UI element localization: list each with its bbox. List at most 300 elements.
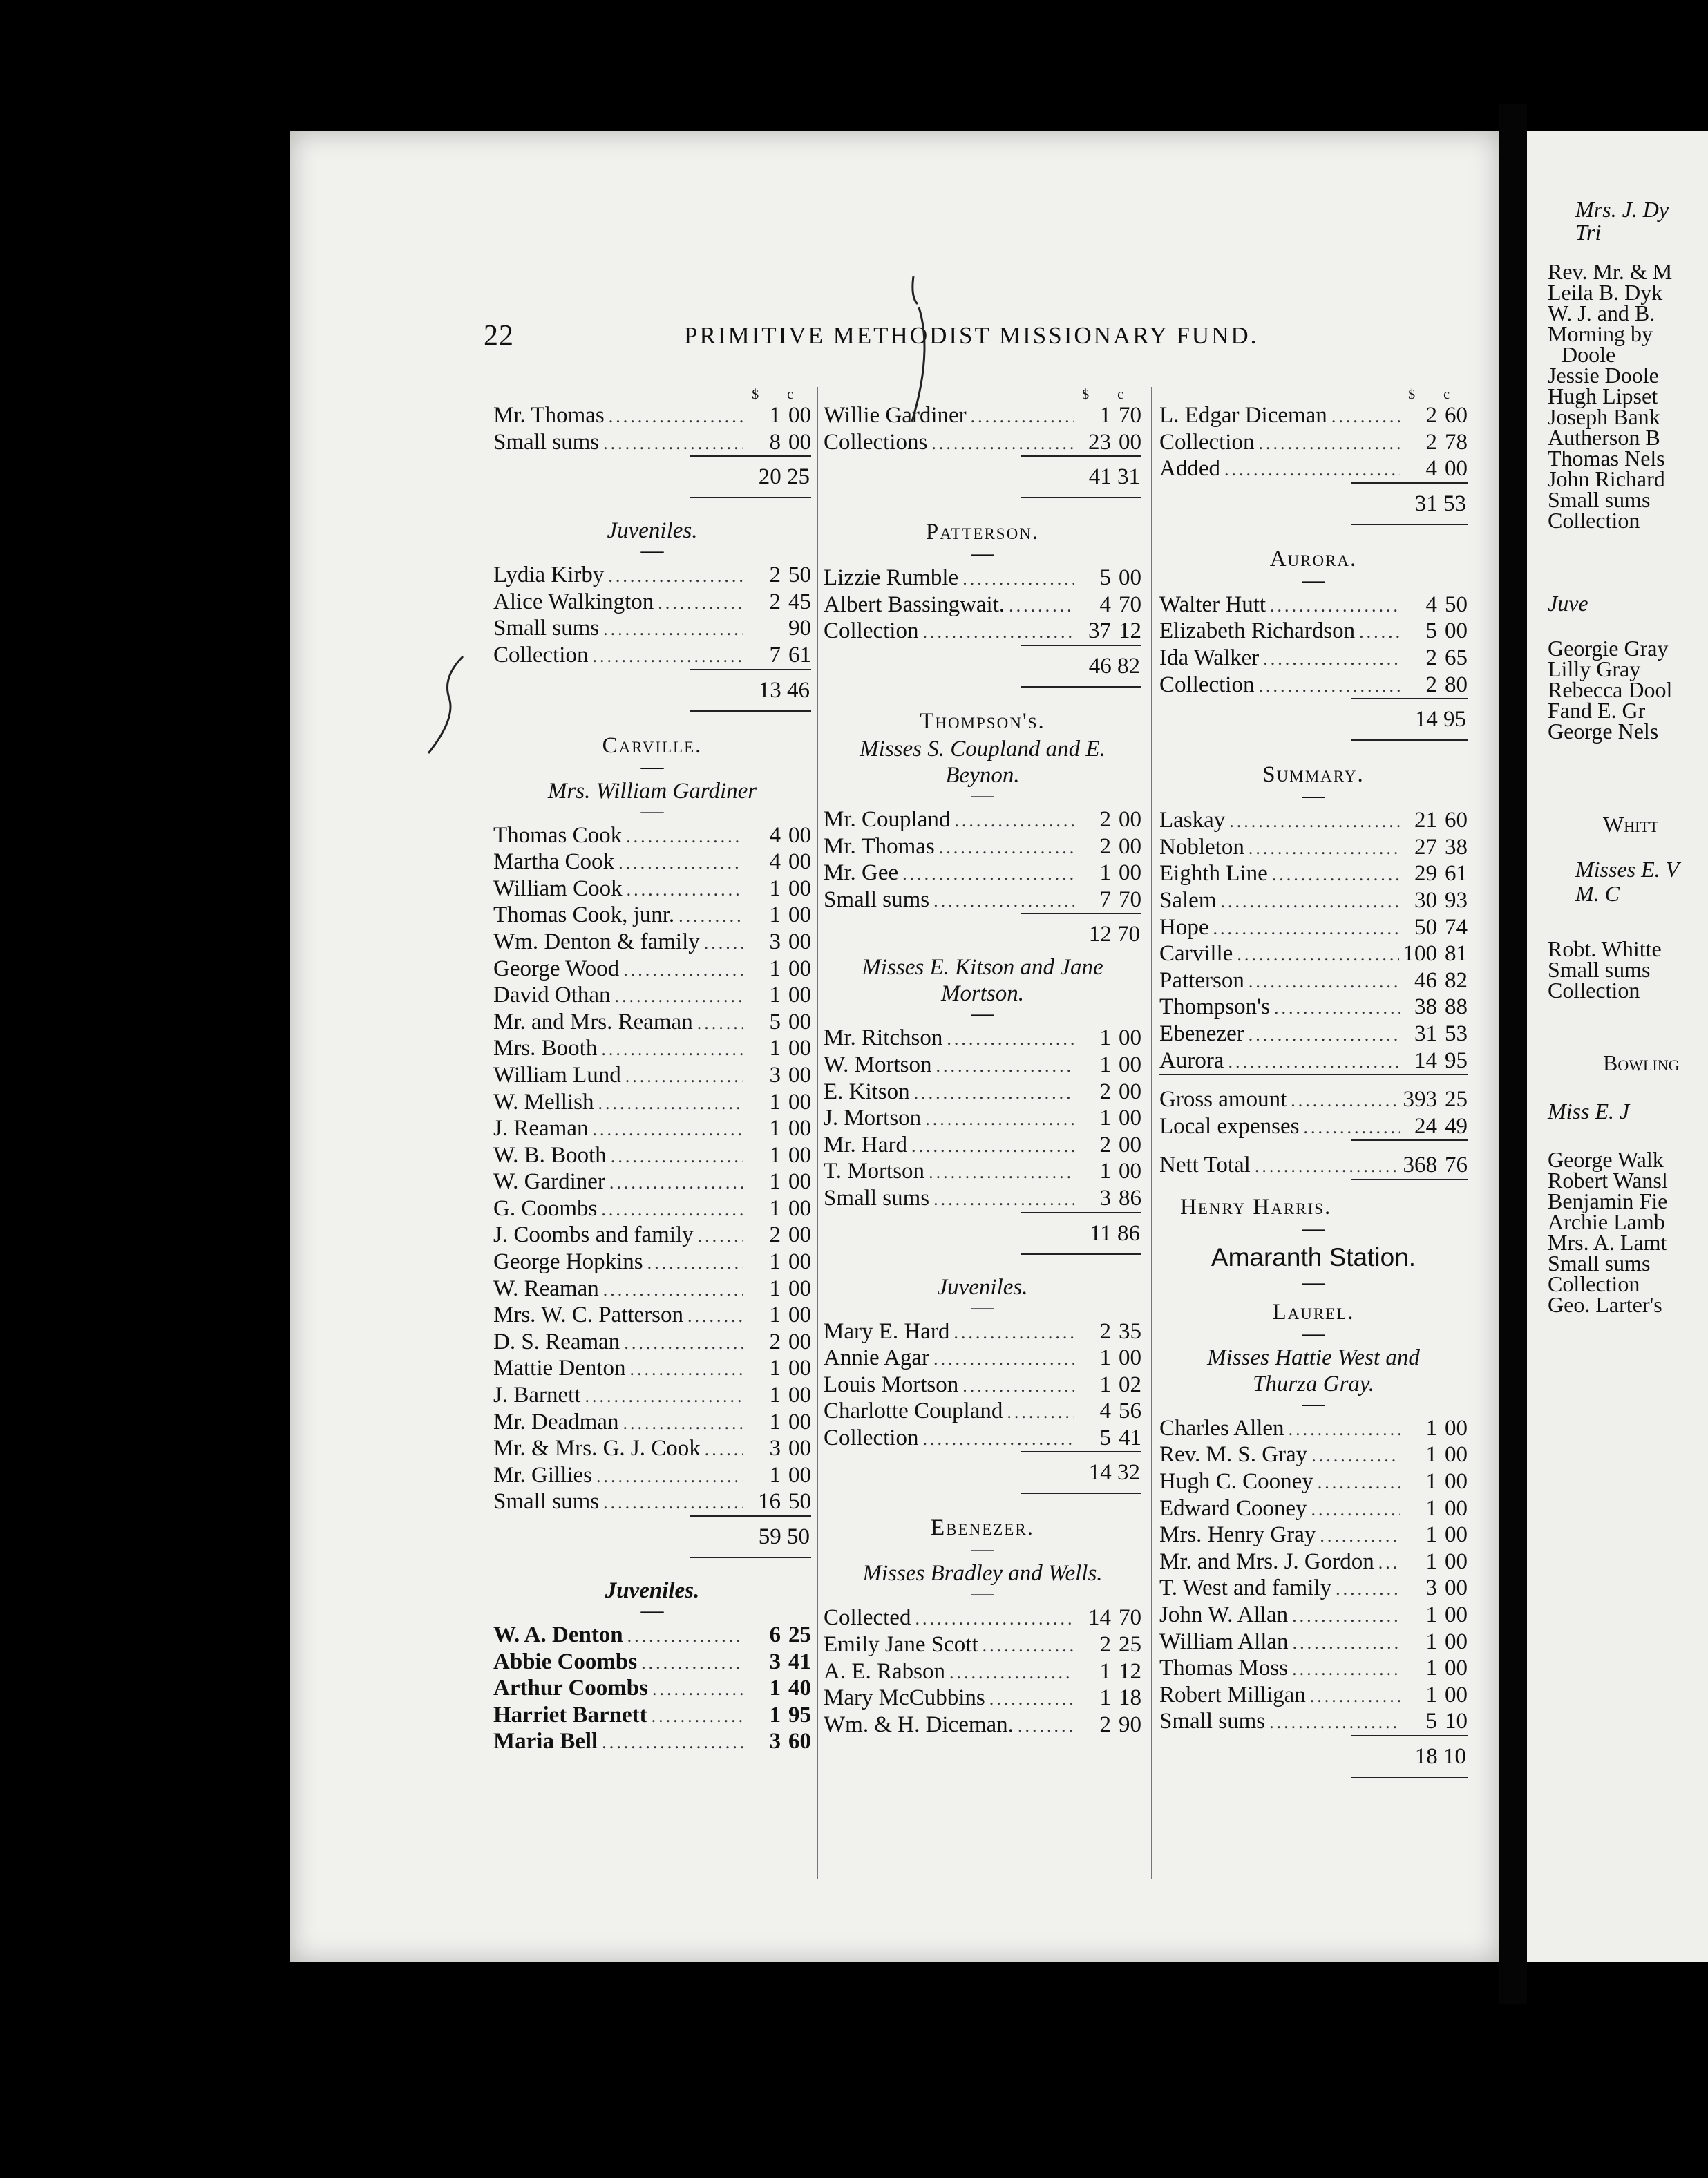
amount-cents: 61 — [1445, 861, 1468, 887]
amount-dollars: 1 — [769, 875, 781, 901]
contributor-name: J. Coombs and family — [493, 1222, 694, 1248]
ledger-row — [1159, 1415, 1468, 1442]
currency-header: $ c — [1082, 387, 1136, 402]
ledger-row — [1159, 1048, 1468, 1074]
amount — [1404, 429, 1468, 456]
amount-dollars: 1 — [1425, 1602, 1437, 1628]
contributor-name: George Hopkins — [493, 1249, 643, 1275]
amount-cents: 00 — [1445, 1549, 1468, 1574]
dash-divider: — — [971, 1537, 994, 1562]
contributor-name: Small sums — [824, 1185, 930, 1211]
contributor-name: Albert Bassingwait. — [824, 591, 1005, 617]
amount-cents: 90 — [1119, 1712, 1141, 1737]
ledger-row — [824, 1604, 1141, 1631]
amount-dollars: 37 — [1088, 618, 1111, 644]
amount — [1404, 807, 1468, 834]
amount-dollars: 24 — [1414, 1113, 1437, 1139]
dot-leader — [983, 1633, 1074, 1660]
dot-leader — [592, 643, 743, 670]
amount-dollars: 2 — [1099, 1318, 1111, 1344]
dot-leader — [922, 1426, 1074, 1453]
currency-header: $ c — [1408, 387, 1462, 402]
amount-cents: 00 — [1119, 1159, 1141, 1184]
contributor-name: L. Edgar Diceman — [1159, 403, 1327, 428]
collector-name: Misses S. Coupland and E. — [860, 736, 1106, 761]
ledger-row — [493, 1382, 811, 1409]
ledger-row — [824, 1158, 1141, 1185]
amount — [748, 1115, 811, 1142]
dash-divider: — — [1302, 1215, 1325, 1241]
ledger-row — [1159, 1682, 1468, 1709]
amount — [1078, 1025, 1141, 1052]
dot-leader — [1249, 1022, 1400, 1049]
amount — [1404, 887, 1468, 914]
ledger-row — [493, 1488, 811, 1515]
ledger-row — [824, 1185, 1141, 1212]
dot-leader — [603, 1277, 743, 1304]
contributor-name: Nobleton — [1159, 834, 1244, 860]
dot-leader — [1310, 1683, 1400, 1710]
amount-dollars: 1 — [1425, 1549, 1437, 1574]
dot-leader — [915, 1606, 1074, 1633]
right-page-line: Hugh Lipset — [1548, 383, 1658, 408]
amount-dollars: 8 — [769, 429, 781, 455]
column-rule — [817, 387, 818, 1879]
dot-leader — [1258, 673, 1400, 700]
amount — [1404, 455, 1468, 482]
amount-dollars: 2 — [1099, 1712, 1111, 1737]
contributor-name: Collected — [824, 1605, 911, 1631]
total-rule — [1351, 524, 1468, 531]
amount-dollars: 4 — [1099, 1399, 1111, 1424]
ledger-row — [1159, 860, 1468, 887]
dash-divider: — — [1302, 567, 1325, 593]
section-heading: Patterson. — [925, 520, 1040, 545]
collector-name: Mrs. William Gardiner — [547, 778, 757, 804]
ledger-row — [1159, 1152, 1468, 1179]
amount-cents: 00 — [788, 1303, 811, 1328]
amount — [1078, 1398, 1141, 1425]
amount-cents: 95 — [1445, 1048, 1468, 1073]
total-rule — [1021, 686, 1141, 693]
right-page-line: Collection — [1548, 978, 1640, 1003]
ledger-row — [824, 833, 1141, 860]
contributor-name: Salem — [1159, 887, 1217, 913]
dot-leader — [1274, 995, 1400, 1022]
amount — [748, 1622, 811, 1649]
amount — [748, 1382, 811, 1409]
dash-divider: — — [971, 541, 994, 567]
amount — [1078, 1345, 1141, 1372]
amount — [1403, 1086, 1468, 1113]
dot-leader — [1229, 808, 1400, 835]
contributor-name: W. Mellish — [493, 1089, 594, 1115]
ledger-row — [493, 1222, 811, 1249]
amount-cents: 00 — [788, 1116, 811, 1142]
ledger-row — [1159, 940, 1468, 967]
ledger-row — [824, 1345, 1141, 1372]
ledger-list — [493, 822, 811, 1515]
amount — [748, 1195, 811, 1222]
ledger-row — [493, 1728, 811, 1755]
dot-leader — [704, 930, 743, 957]
right-page-line: Benjamin Fie — [1548, 1189, 1668, 1213]
total-rule — [1351, 1179, 1468, 1189]
contributor-name: Small sums — [824, 887, 930, 912]
amount-dollars: 1 — [769, 983, 781, 1008]
amount-dollars: 1 — [769, 1142, 781, 1168]
contributor-name: Lizzie Rumble — [824, 565, 959, 591]
contributor-name: Thompson's — [1159, 994, 1270, 1020]
subtotal: 59 50 — [690, 1515, 811, 1557]
contributor-name: Annie Agar — [824, 1345, 930, 1371]
contributor-name: Robert Milligan — [1159, 1682, 1306, 1707]
ledger-row — [1159, 1021, 1468, 1048]
running-title: PRIMITIVE METHODIST MISSIONARY FUND. — [684, 322, 1259, 349]
amount-cents: 00 — [1119, 1025, 1141, 1051]
amount — [748, 1435, 811, 1462]
right-page-line: Collection — [1548, 508, 1640, 533]
dot-leader — [971, 404, 1074, 430]
amount — [748, 1462, 811, 1489]
contributor-name: G. Coombs — [493, 1195, 598, 1221]
amount — [1078, 1052, 1141, 1079]
contributor-name: Alice Walkington — [493, 589, 654, 614]
amount — [1403, 940, 1468, 967]
right-page-line: Small sums — [1548, 487, 1651, 512]
amount-dollars: 3 — [1099, 1185, 1111, 1211]
contributor-name: Rev. M. S. Gray — [1159, 1442, 1308, 1468]
amount — [1404, 994, 1468, 1021]
dash-divider: — — [971, 1581, 994, 1607]
contributor-name: W. Gardiner — [493, 1169, 605, 1195]
ledger-row — [493, 1409, 811, 1436]
dot-leader — [1378, 1550, 1400, 1577]
dash-divider: — — [1302, 1391, 1325, 1417]
right-page-line: M. C — [1575, 881, 1620, 906]
amount-dollars: 6 — [769, 1622, 781, 1647]
page-header — [484, 319, 1472, 354]
amount-cents: 00 — [1445, 1682, 1468, 1707]
amount-cents: 82 — [1445, 967, 1468, 993]
ledger-row — [1159, 994, 1468, 1021]
ledger-row — [824, 1052, 1141, 1079]
amount — [1078, 833, 1141, 860]
dot-leader — [625, 1063, 743, 1090]
contributor-name: John W. Allan — [1159, 1602, 1289, 1628]
ledger-row — [824, 1318, 1141, 1345]
ledger-row — [493, 642, 811, 669]
section-heading: Summary. — [1262, 762, 1365, 788]
amount — [1078, 887, 1141, 913]
ledger-row — [1159, 1575, 1468, 1602]
section-heading: Thompson's. — [920, 708, 1045, 734]
dash-divider: — — [640, 538, 664, 564]
amount-cents: 60 — [788, 1729, 811, 1754]
amount-dollars: 1 — [769, 1462, 781, 1488]
dot-leader — [1291, 1088, 1398, 1115]
amount — [1078, 1658, 1141, 1685]
amount-dollars: 21 — [1414, 808, 1437, 833]
dot-leader — [1311, 1443, 1400, 1470]
dot-leader — [697, 1010, 743, 1037]
ledger-row — [824, 565, 1141, 591]
amount-dollars: 1 — [1099, 860, 1111, 886]
amount-cents: 00 — [788, 1036, 811, 1061]
contributor-name: Abbie Coombs — [493, 1649, 638, 1674]
amount-dollars: 1 — [769, 403, 781, 428]
dot-leader — [1255, 1153, 1399, 1180]
ledger-row — [493, 822, 811, 849]
amount-dollars: 1 — [1099, 1025, 1111, 1051]
dot-leader — [1009, 593, 1074, 620]
ledger-row — [824, 1079, 1141, 1106]
ledger-row — [1159, 1086, 1468, 1113]
ledger-row — [824, 860, 1141, 887]
contributor-name: T. West and family — [1159, 1575, 1332, 1601]
amount — [1404, 1575, 1468, 1602]
contributor-name: Elizabeth Richardson — [1159, 618, 1356, 644]
amount-cents: 00 — [788, 1195, 811, 1221]
amount — [1404, 645, 1468, 672]
section-heading: Carville. — [602, 732, 703, 758]
contributor-name: Louis Mortson — [824, 1372, 959, 1397]
total-rule — [1021, 1493, 1141, 1499]
contributor-name: Thomas Cook, junr. — [493, 902, 675, 928]
right-page-line: George Nels — [1548, 719, 1659, 744]
amount-dollars: 2 — [1425, 672, 1437, 697]
ledger-row — [493, 1462, 811, 1489]
amount — [1404, 1495, 1468, 1522]
nett-total-row — [1159, 1152, 1468, 1179]
amount-cents: 49 — [1445, 1113, 1468, 1139]
dot-leader — [1220, 889, 1400, 916]
dot-leader — [623, 957, 743, 984]
amount-dollars: 4 — [769, 849, 781, 875]
dot-leader — [626, 824, 743, 851]
ledger-row — [1159, 455, 1468, 482]
amount-dollars: 1 — [1425, 1469, 1437, 1495]
ledger-row — [824, 1685, 1141, 1712]
section-subheading: Juveniles. — [937, 1274, 1028, 1300]
amount-dollars: 1 — [769, 902, 781, 928]
amount-cents: 00 — [788, 822, 811, 848]
amount-dollars: 3 — [1425, 1575, 1437, 1601]
amount — [748, 1675, 811, 1702]
amount-dollars: 1 — [1099, 1159, 1111, 1184]
amount — [1078, 1685, 1141, 1712]
column-rule — [1151, 387, 1152, 1879]
ledger-row — [493, 1329, 811, 1356]
amount-dollars: 1 — [769, 956, 781, 981]
ledger-row — [1159, 402, 1468, 429]
amount-cents: 00 — [788, 1249, 811, 1275]
dot-leader — [902, 861, 1074, 888]
amount-cents: 76 — [1445, 1153, 1468, 1178]
amount — [1404, 402, 1468, 429]
contributor-name: W. Mortson — [824, 1052, 932, 1077]
total-rule — [1351, 739, 1468, 746]
amount-cents: 00 — [1445, 1602, 1468, 1628]
amount — [748, 589, 811, 616]
contributor-name: T. Mortson — [824, 1159, 925, 1184]
amount-cents: 93 — [1445, 887, 1468, 913]
dot-leader — [933, 1346, 1074, 1373]
amount — [748, 1035, 811, 1062]
amount-dollars: 1 — [1425, 1629, 1437, 1654]
ledger-list — [824, 402, 1141, 455]
total-rule — [1021, 1253, 1141, 1260]
amount-cents: 50 — [788, 1489, 811, 1515]
dot-leader — [679, 903, 743, 930]
dot-leader — [585, 1383, 743, 1410]
subtotal: 18 10 — [1351, 1735, 1468, 1777]
right-page-line: Jessie Doole — [1548, 363, 1659, 388]
ledger-list — [1159, 1415, 1468, 1735]
ledger-row — [493, 902, 811, 929]
amount-cents: 70 — [1119, 591, 1141, 617]
ledger-list — [493, 1622, 811, 1755]
ledger-list — [824, 806, 1141, 913]
dot-leader — [1311, 1497, 1400, 1524]
amount-cents: 18 — [1119, 1685, 1141, 1711]
amount-cents: 00 — [1445, 1575, 1468, 1601]
amount-dollars: 3 — [769, 1649, 781, 1674]
right-page-line: Thomas Nels — [1548, 446, 1665, 471]
amount-cents: 00 — [788, 1062, 811, 1088]
ledger-row — [824, 1658, 1141, 1685]
dot-leader — [641, 1650, 743, 1677]
amount — [748, 642, 811, 669]
dash-divider: — — [1302, 1269, 1325, 1295]
contributor-name: Wm. Denton & family — [493, 929, 700, 954]
amount-dollars: 4 — [1425, 456, 1437, 482]
amount-dollars: 38 — [1414, 994, 1437, 1020]
amount — [1404, 591, 1468, 618]
right-page-line: Mrs. A. Lamt — [1548, 1230, 1667, 1255]
dot-leader — [611, 1144, 743, 1171]
dot-leader — [954, 808, 1074, 835]
amount-cents: 00 — [1445, 1522, 1468, 1548]
contributor-name: Willie Gardiner — [824, 403, 967, 428]
amount-dollars: 1 — [769, 1036, 781, 1061]
contributor-name: David Othan — [493, 983, 611, 1008]
contributor-name: Patterson — [1159, 967, 1244, 993]
total-rule — [1351, 1139, 1468, 1152]
ledger-row — [1159, 967, 1468, 994]
amount-cents: 00 — [788, 1462, 811, 1488]
contributor-name: Mr. Ritchson — [824, 1025, 943, 1051]
ledger-row — [824, 1425, 1141, 1452]
amount-cents: 25 — [788, 1622, 811, 1647]
ledger-row — [493, 1649, 811, 1676]
dot-leader — [615, 983, 743, 1010]
amount — [748, 1249, 811, 1276]
dot-leader — [624, 1330, 743, 1357]
amount-cents: 00 — [788, 875, 811, 901]
amount-dollars: 14 — [1088, 1605, 1111, 1631]
contributor-name: Collections — [824, 429, 928, 455]
ledger-row — [493, 1435, 811, 1462]
contributor-name: Ebenezer — [1159, 1021, 1244, 1046]
dot-leader — [929, 1159, 1074, 1186]
contributor-name: Small sums — [493, 616, 600, 641]
amount-cents: 74 — [1445, 914, 1468, 940]
dot-leader — [1228, 1049, 1400, 1076]
right-page-line: Leila B. Dyk — [1548, 280, 1663, 305]
section-subheading: Juveniles. — [605, 1578, 700, 1603]
ledger-row — [1159, 1629, 1468, 1656]
amount-cents: 81 — [1445, 941, 1468, 967]
amount — [1078, 565, 1141, 591]
amount-cents: 60 — [1445, 808, 1468, 833]
dot-leader — [1293, 1630, 1400, 1657]
dot-leader — [598, 1090, 743, 1117]
amount-cents: 00 — [1119, 860, 1141, 886]
contributor-name: Emily Jane Scott — [824, 1632, 978, 1658]
amount — [1404, 860, 1468, 887]
dash-divider: — — [971, 1294, 994, 1320]
contributor-name: Mattie Denton — [493, 1356, 626, 1381]
amount-dollars: 16 — [758, 1489, 781, 1515]
amount-cents: 00 — [1119, 429, 1141, 455]
contributor-name: Arthur Coombs — [493, 1676, 648, 1701]
amount-dollars: 2 — [1099, 833, 1111, 859]
amount-dollars: 5 — [769, 1009, 781, 1034]
dot-leader — [601, 1036, 743, 1063]
ledger-row — [493, 429, 811, 456]
contributor-name: Wm. & H. Diceman. — [824, 1712, 1014, 1737]
dot-leader — [623, 1410, 743, 1437]
dot-leader — [1331, 404, 1400, 430]
subtotal: 46 82 — [1021, 645, 1141, 686]
amount-dollars: 23 — [1088, 429, 1111, 455]
ledger-row — [493, 1089, 811, 1116]
amount-cents: 78 — [1445, 429, 1468, 455]
amount-cents: 00 — [1445, 1442, 1468, 1468]
amount-cents: 00 — [788, 1142, 811, 1168]
dash-divider: — — [1302, 784, 1325, 809]
right-page-line: Collection — [1548, 1271, 1640, 1296]
ledger-row — [493, 929, 811, 956]
amount-dollars: 1 — [769, 1383, 781, 1408]
right-page-line: Whitt — [1603, 812, 1659, 837]
right-page-line: Rebecca Dool — [1548, 677, 1673, 702]
amount-cents: 00 — [788, 1089, 811, 1115]
amount-dollars: 1 — [769, 1116, 781, 1142]
amount-dollars: 100 — [1403, 941, 1437, 967]
total-rule — [1351, 1777, 1468, 1783]
ledger-row — [824, 618, 1141, 645]
amount-cents: 70 — [1119, 403, 1141, 428]
ledger-row — [493, 1035, 811, 1062]
ledger-row — [493, 1702, 811, 1729]
ledger-row — [493, 1142, 811, 1169]
ledger-row — [493, 1062, 811, 1089]
collector-name: Thurza Gray. — [1252, 1371, 1375, 1396]
column-2 — [824, 387, 1141, 1738]
ledger-row — [1159, 834, 1468, 861]
amount-cents: 50 — [788, 562, 811, 588]
amount-cents: 41 — [788, 1649, 811, 1674]
dot-leader — [592, 1117, 743, 1144]
contributor-name: Nett Total — [1159, 1153, 1251, 1178]
amount-dollars: 1 — [1099, 1685, 1111, 1711]
ledger-row — [493, 956, 811, 983]
amount-cents: 70 — [1119, 887, 1141, 912]
amount — [748, 1728, 811, 1755]
right-page-partial — [1527, 131, 1708, 1962]
